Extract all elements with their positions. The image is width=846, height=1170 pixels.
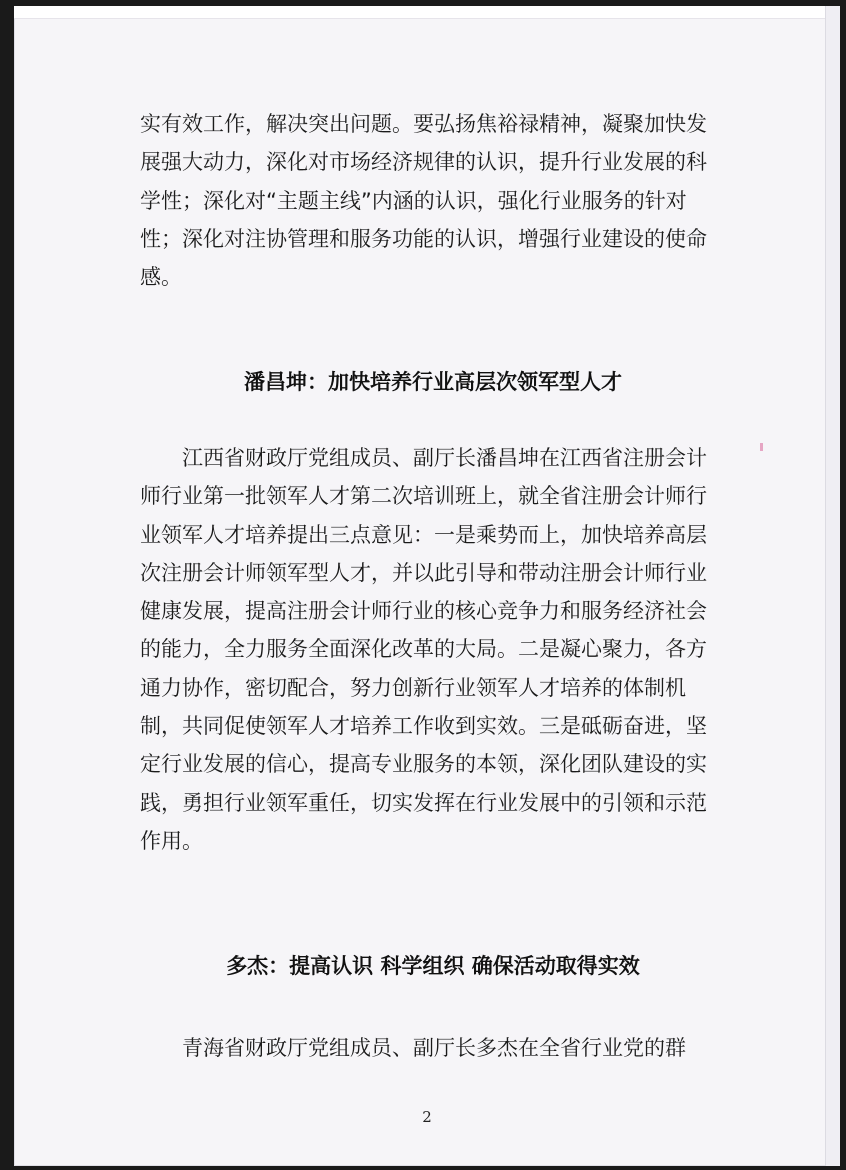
- paragraph-duo-jie: 青海省财政厅党组成员、副厅长多杰在全省行业党的群: [182, 1036, 686, 1060]
- paragraph-pan-changkun: 江西省财政厅党组成员、副厅长潘昌坤在江西省注册会计师行业第一批领军人才第二次培训班上，就全省注册会计师行业领军人才培养提出三点意见：一是乘势而上，加快培养高层次注册会计师领军型人才，并以此引导和带动注册会计师行业健康发展，提高注册会计师行业的核心竞争力和服务经济社会的能力，全力服务全面深化改革的大局。二是凝心聚力，各方通力协作，密切配合，努力创新行业领军人才培养的体制机制，共同促使领军人才培养工作收到实效。三是砥砺奋进，坚定行业发展的信心，提高专业服务的本领，深化团队建设的实践，勇担行业领军重任，切实发挥在行业发展中的引领和示范作用。: [140, 446, 707, 853]
- section-heading-pan-changkun: 潘昌坤：加快培养行业高层次领军型人才: [244, 370, 622, 394]
- page-top-edge: [14, 6, 840, 19]
- page-number: 2: [422, 1108, 432, 1126]
- section-heading-duo-jie: 多杰：提高认识 科学组织 确保活动取得实效: [226, 954, 640, 978]
- stray-mark: [760, 443, 763, 451]
- document-page: [14, 6, 840, 1166]
- paragraph-intro: 实有效工作，解决突出问题。要弘扬焦裕禄精神，凝聚加快发展强大动力，深化对市场经济规律的认识，提升行业发展的科学性；深化对“主题主线”内涵的认识，强化行业服务的针对性；深化对注协管理和服务功能的认识，增强行业建设的使命感。: [140, 112, 707, 290]
- page-right-edge: [825, 6, 840, 1166]
